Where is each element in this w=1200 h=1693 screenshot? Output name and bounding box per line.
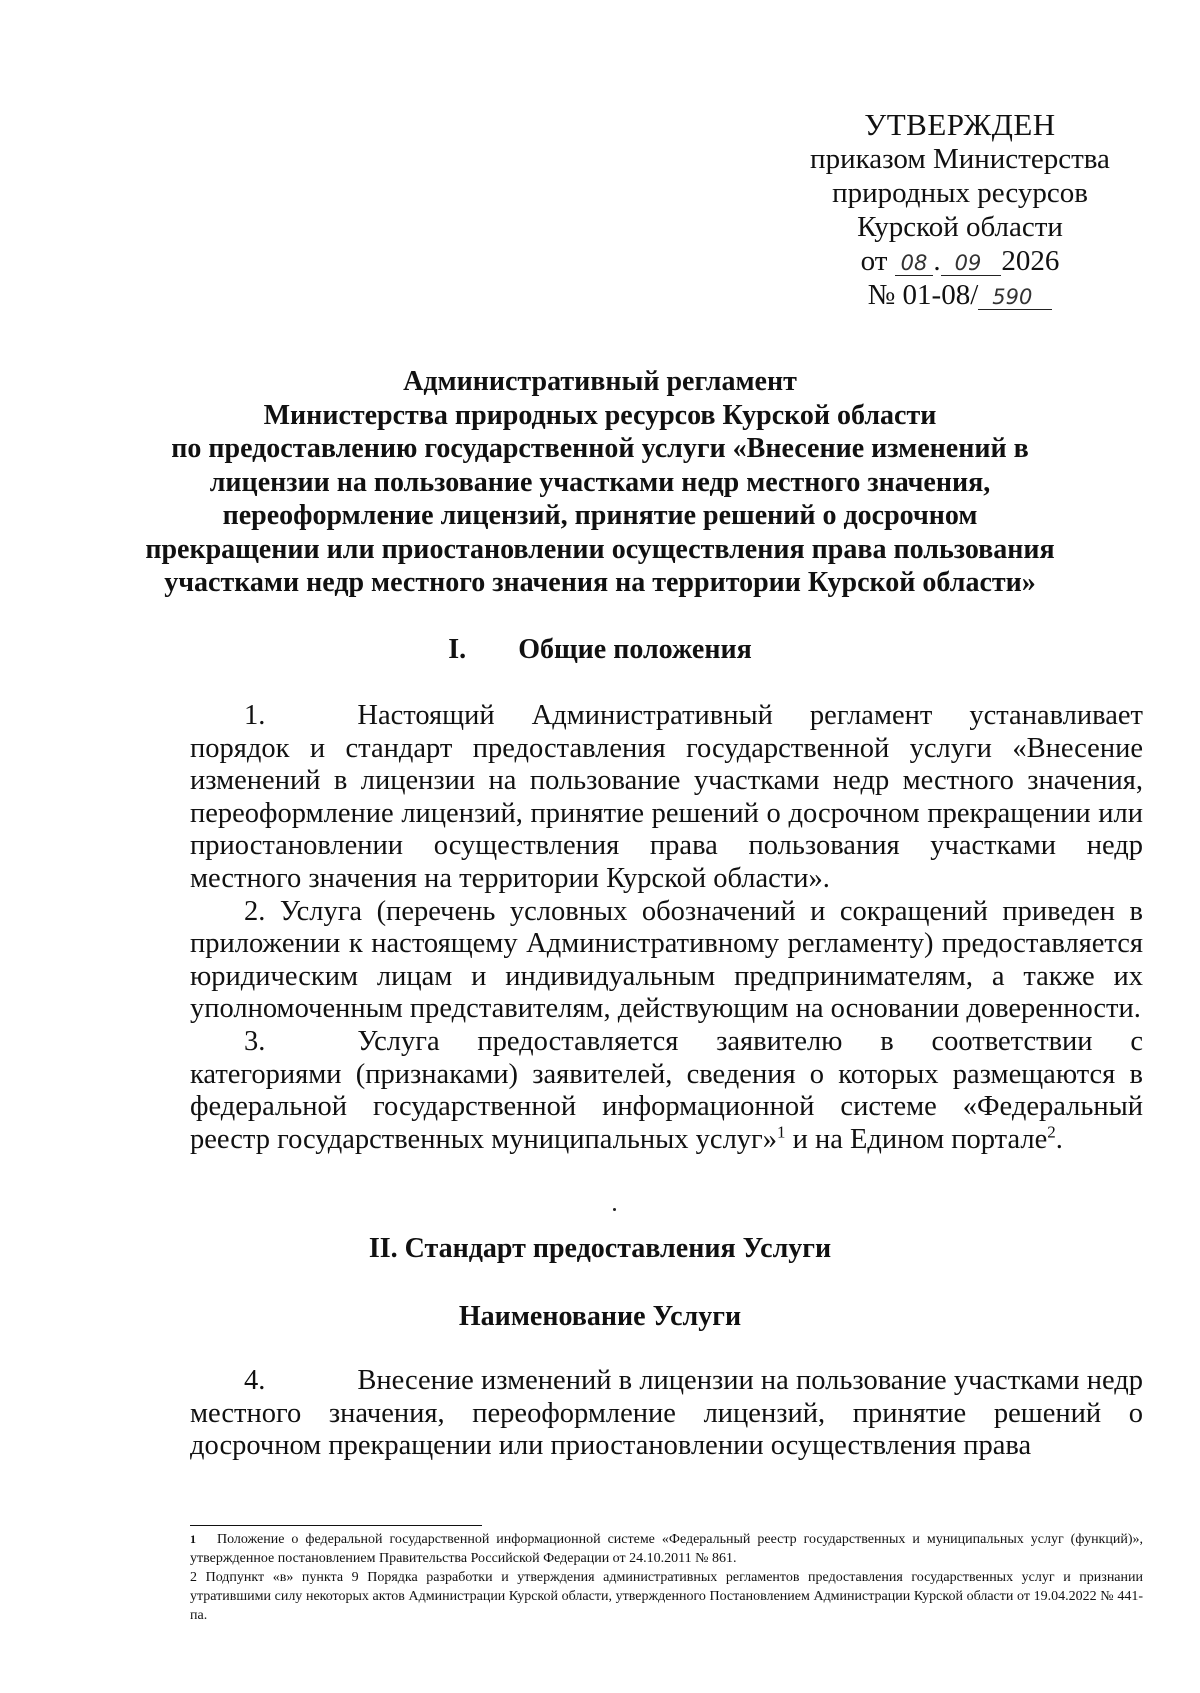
footnote-1-text: Положение о федеральной государственной информационной системе «Федеральный реестр государственных и муниципальных услуг (функций)», утвержденное постановлением Правительства Российской Федерации от 24.10.2011 № 861.	[190, 1532, 1143, 1566]
footnote-ref-2: 2	[1047, 1122, 1056, 1142]
title-line-1: Административный регламент	[403, 366, 797, 397]
paragraph-3-text-a: Услуга предоставляется заявителю в соответствии с категориями (признаками) заявителей, сведения о которых размещаются в федеральной государственной информационной системе «Федеральный реестр государственных муниципальных услуг»	[190, 1025, 1143, 1155]
approval-date	[800, 244, 1120, 278]
approval-stamp	[800, 108, 1120, 312]
paragraph-3	[190, 1026, 1143, 1156]
paragraph-4-number: 4.	[244, 1365, 266, 1396]
approval-number	[800, 278, 1120, 312]
paragraph-4-text: Внесение изменений в лицензии на пользование участками недр местного значения, переоформление лицензий, принятие решений о досрочном прекращении или приостановлении осуществления права	[190, 1365, 1143, 1462]
section-1-number: I.	[448, 634, 467, 665]
title-line-4: лицензии на пользование участками недр местного значения,	[209, 466, 991, 498]
date-prefix: от	[860, 245, 888, 277]
number-handwritten: 590	[978, 285, 1052, 310]
approval-line-3: Курской области	[857, 211, 1063, 243]
paragraph-1	[190, 700, 1143, 896]
approval-line-2: природных ресурсов	[832, 177, 1088, 209]
section-2-heading: II. Стандарт предоставления Услуги	[368, 1233, 832, 1264]
footnote-2: 2 Подпункт «в» пункта 9 Порядка разработки и утверждения административных регламентов предоставления государственных услуг и признании утратившими силу некоторых актов Администрации Курской области, утвержденного Постановлением Администрации Курской области от 19.04.2022 № 441-па.	[190, 1570, 1143, 1623]
footnote-divider	[190, 1525, 482, 1526]
date-separator: .	[933, 245, 941, 277]
paragraph-3-text-c: .	[1055, 1123, 1063, 1155]
approval-line-1: приказом Министерства	[810, 143, 1110, 175]
paragraph-2: 2. Услуга (перечень условных обозначений и сокращений приведен в приложении к настоящему Административному регламенту) предоставляется юридическим лицам и индивидуальным предпринимателям, а также их уполномоченным представителям, действующим на основании доверенности.	[190, 895, 1143, 1025]
title-line-3: по предоставлению государственной услуги «Внесение изменений в	[171, 433, 1029, 464]
title-line-7: участками недр местного значения на территории Курской области»	[164, 567, 1036, 598]
footnote-ref-1: 1	[776, 1122, 786, 1142]
title-line-6: прекращении или приостановлении осуществления права пользования	[145, 533, 1055, 565]
paragraph-1-number: 1.	[244, 700, 266, 731]
paragraph-1-text: Настоящий Административный регламент устанавливает порядок и стандарт предоставления государственной услуги «Внесение изменений в лицензии на пользование участками недр местного значения, переоформление лицензий, принятие решений о досрочном прекращении или приостановлении осуществления права пользования участками недр местного значения на территории Курской области».	[190, 700, 1143, 894]
paragraph-3-text-b: и на Едином портале	[785, 1123, 1048, 1155]
approval-heading: УТВЕРЖДЕН	[864, 107, 1056, 142]
number-prefix: № 01-08/	[867, 279, 979, 311]
paragraph-3-number: 3.	[244, 1025, 266, 1057]
stray-dot-mark	[613, 1208, 616, 1211]
date-year: 2026	[1001, 245, 1060, 277]
footnote-1	[190, 1530, 1143, 1568]
subsection-heading: Наименование Услуги	[458, 1301, 742, 1332]
section-1-heading	[130, 633, 1070, 667]
footnote-1-mark: 1	[190, 1532, 196, 1546]
section-1-title: Общие положения	[518, 634, 752, 665]
title-line-2: Министерства природных ресурсов Курской области	[263, 399, 937, 431]
date-month-handwritten: 09	[941, 251, 1002, 276]
date-day-handwritten: 08	[895, 251, 934, 276]
paragraph-4	[190, 1365, 1143, 1463]
footnotes	[190, 1530, 1143, 1625]
section-2-body	[190, 1365, 1143, 1463]
title-line-5: переоформление лицензий, принятие решений о досрочном	[222, 500, 978, 531]
section-1-body	[190, 700, 1143, 1156]
document-title	[130, 365, 1070, 600]
